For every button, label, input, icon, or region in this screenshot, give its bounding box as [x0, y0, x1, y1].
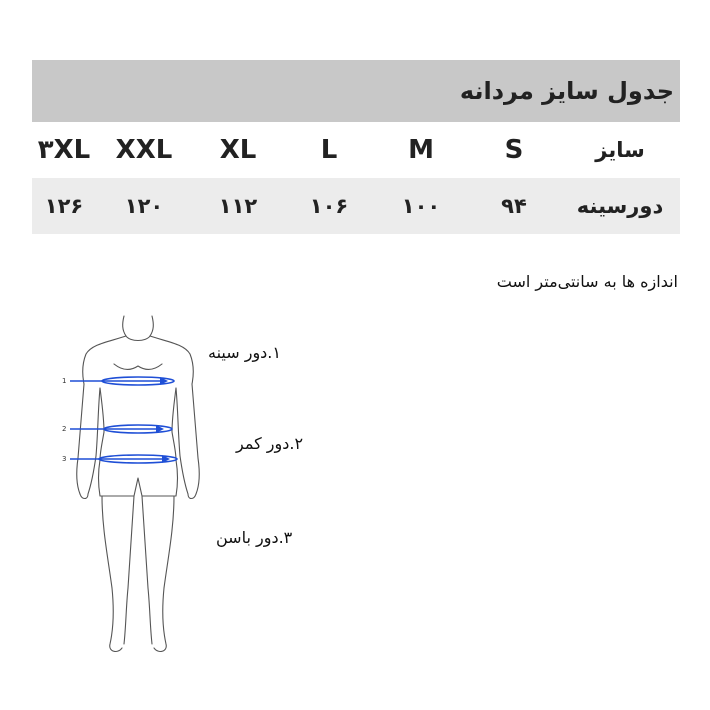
marker-1: 1	[62, 377, 67, 385]
size-cell: XL	[219, 135, 257, 165]
chest-row	[32, 178, 680, 234]
size-cell: L	[320, 135, 338, 165]
size-cell: ۳XL	[37, 135, 91, 165]
hip-measurement-label: ۳.دور باسن	[216, 528, 293, 547]
chest-cell: ۱۲۶	[44, 194, 84, 218]
chest-cell: ۱۰۰	[401, 194, 441, 218]
size-cell: XXL	[115, 135, 173, 165]
chest-row-label: دورسینه	[576, 194, 664, 218]
chest-cell: ۱۲۰	[124, 194, 164, 218]
marker-3: 3	[62, 455, 67, 463]
size-chart-table	[32, 60, 680, 234]
size-row	[32, 122, 680, 178]
size-cell: S	[504, 135, 524, 165]
chest-measurement-label: ۱.دور سینه	[208, 343, 281, 362]
waist-measurement-label: ۲.دور کمر	[236, 434, 304, 453]
chest-cell: ۱۰۶	[309, 194, 349, 218]
chest-cell: ۱۱۲	[218, 194, 258, 218]
marker-2: 2	[62, 425, 67, 433]
chest-cell: ۹۴	[501, 194, 527, 218]
body-measurement-figure	[58, 308, 218, 668]
size-cell: M	[408, 135, 434, 165]
table-title: جدول سایز مردانه	[32, 60, 680, 122]
size-row-label: سایز	[595, 138, 645, 162]
units-note: اندازه ها به سانتی‌متر است	[496, 272, 678, 291]
